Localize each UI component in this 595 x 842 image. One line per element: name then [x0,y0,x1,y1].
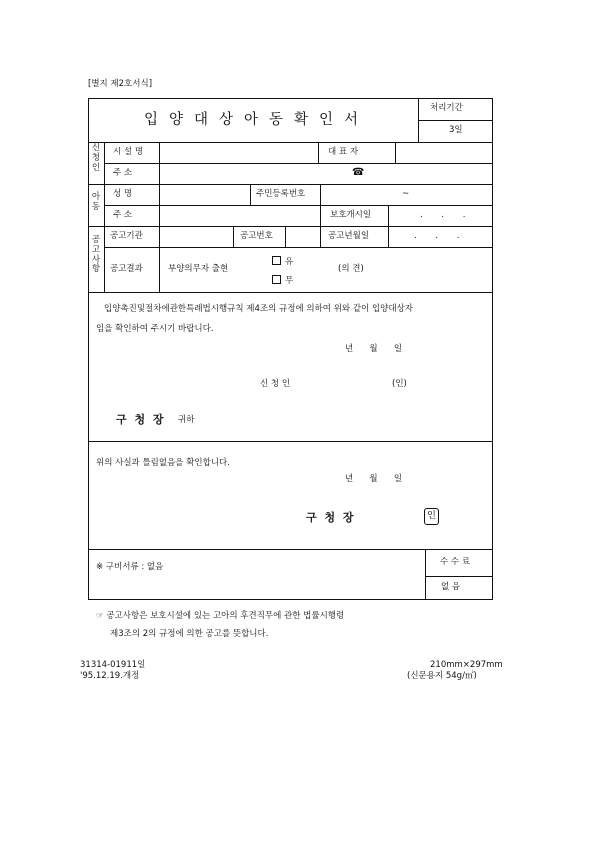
rule [388,205,389,247]
request-addressee: 구 청 장 [116,413,166,426]
rule [395,142,396,163]
rule [285,226,286,247]
confirm-seal: 인 [424,508,439,525]
revision-date: '95.12.19.개정 [80,671,140,681]
resident-no-sep: ~ [402,189,410,199]
rule [88,184,493,185]
checkbox-no[interactable] [272,275,281,284]
section-applicant: 신청인 [91,143,101,173]
rule [104,142,105,292]
confirm-issuer: 구 청 장 [306,511,356,524]
rule [104,247,493,248]
rule [104,205,493,206]
representative-label: 대 표 자 [328,147,359,157]
notice-date-label: 공고년월일 [328,231,370,241]
child-address-label: 주 소 [113,210,133,220]
phone-icon: ☎ [352,167,365,178]
documents-note: ※ 구비서류 : 없음 [96,562,164,572]
rule [88,292,493,293]
notice-date-value: . . . [414,231,460,241]
option-no[interactable] [272,275,293,286]
request-line-1: 입양촉진및절차에관한특례법시행규칙 제4조의 규정에 의하여 위와 같이 입양대상자 [104,304,414,314]
confirm-date: 년 월 일 [345,474,403,484]
rule [318,142,319,163]
rule [88,549,493,550]
rule [320,205,321,247]
rule [418,98,419,142]
child-name-label: 성 명 [113,189,133,199]
facility-name-label: 시 설 명 [113,147,144,157]
request-honorific: 귀하 [178,415,195,425]
option-yes-label: 유 [285,257,294,267]
rule [233,226,234,247]
rule [425,549,426,600]
section-child: 아동 [91,192,101,212]
opinion-label: (의 견) [338,264,364,274]
option-yes[interactable] [272,256,293,267]
rule [320,184,321,205]
rule [250,184,251,205]
rule [159,142,160,292]
request-seal: (인) [392,379,407,389]
rule [88,226,493,227]
footnote-line-2: 제3조의 2의 규정에 의한 공고를 뜻합니다. [110,629,269,639]
rule [425,576,493,577]
obligor-label: 부양의무자 출현 [168,264,229,274]
confirm-text: 위의 사실과 틀림없음을 확인합니다. [96,458,230,468]
rule [88,142,493,143]
protection-start-value: . . . [420,210,466,220]
fee-label: 수 수 료 [440,557,471,567]
notice-agency-label: 공고기관 [110,231,143,241]
section-notice: 공고사항 [91,235,101,275]
request-line-2: 임을 확인하여 주시기 바랍니다. [96,324,214,334]
notice-result-label: 공고결과 [110,264,143,274]
notice-number-label: 공고번호 [240,231,273,241]
form-code: 31314-01911일 [80,660,146,670]
footnote-line-1: ☞ 공고사항은 보호시설에 있는 고아의 후견직무에 관한 법률시행령 [96,611,345,621]
processing-value: 3일 [449,125,463,135]
request-applicant-label: 신 청 인 [260,379,291,389]
fee-value: 없 음 [441,582,461,592]
form-tag: [별지 제2호서식] [88,79,153,89]
resident-no-label: 주민등록번호 [256,189,306,199]
processing-label: 처리기간 [430,103,463,113]
request-date: 년 월 일 [345,344,403,354]
applicant-address-label: 주 소 [113,168,133,178]
paper-size: 210mm×297mm [430,660,503,670]
paper-type: (신문용지 54g/㎡) [407,671,477,681]
protection-start-label: 보호개시일 [330,210,372,220]
checkbox-yes[interactable] [272,256,281,265]
option-no-label: 무 [285,276,294,286]
rule [104,163,493,164]
rule [418,120,493,121]
rule [88,441,493,442]
form-title: 입양대상아동확인서 [144,112,370,128]
